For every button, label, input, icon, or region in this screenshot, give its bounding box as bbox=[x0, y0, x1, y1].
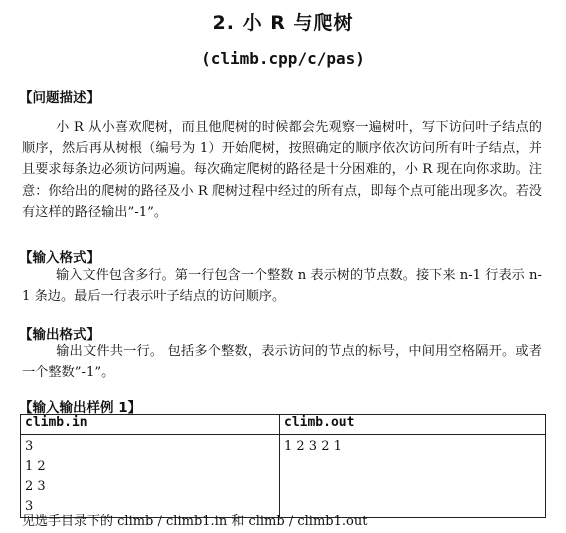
sample-input-cell bbox=[21, 435, 280, 518]
input-format-heading: 【输入格式】 bbox=[19, 250, 100, 266]
sample-table bbox=[20, 414, 546, 518]
sample-input-line: 3 bbox=[25, 499, 34, 514]
sample-content-row bbox=[21, 435, 546, 518]
input-format-text bbox=[22, 265, 542, 307]
sample-output-header: climb.out bbox=[280, 415, 546, 435]
sample-output-cell bbox=[280, 435, 546, 518]
problem-filenames: (climb.cpp/c/pas) bbox=[201, 49, 365, 68]
output-format-text bbox=[22, 341, 542, 383]
sample-file-note: 见选手目录下的 climb / climb1.in 和 climb / climb1.out bbox=[22, 514, 368, 529]
sample-output-line: 1 2 3 2 1 bbox=[284, 439, 342, 454]
output-format-heading: 【输出格式】 bbox=[19, 327, 100, 343]
input-format-body: 输入文件包含多行。第一行包含一个整数 n 表示树的节点数。接下来 n-1 行表示 n-1 条边。最后一行表示叶子结点的访问顺序。 bbox=[22, 268, 542, 305]
sample-input-line: 3 bbox=[25, 439, 34, 454]
sample-input-header: climb.in bbox=[21, 415, 280, 435]
output-format-body: 输出文件共一行。 包括多个整数，表示访问的节点的标号，中间用空格隔开。或者一个整数”-1”。 bbox=[22, 344, 542, 381]
description-heading: 【问题描述】 bbox=[19, 90, 100, 106]
sample-heading: 【输入输出样例 1】 bbox=[19, 400, 142, 416]
sample-input-line: 2 3 bbox=[25, 479, 46, 494]
description-text bbox=[22, 117, 542, 223]
sample-header-row bbox=[21, 415, 546, 435]
sample-input-line: 1 2 bbox=[25, 459, 46, 474]
description-body: 小 R 从小喜欢爬树，而且他爬树的时候都会先观察一遍树叶，写下访问叶子结点的顺序，然后再从树根（编号为 1）开始爬树，按照确定的顺序依次访问所有叶子结点，并且要求每条边必须访问两遍。每次确定爬树的路径是十分困难的，小 R 现在向你求助。注意：你给出的爬树的路径及小 R 爬树过程中经过的所有点，即每个点可能出现多次。若没有这样的路径输出”-1”。 bbox=[22, 120, 542, 220]
problem-title: 2. 小 R 与爬树 bbox=[212, 12, 354, 34]
